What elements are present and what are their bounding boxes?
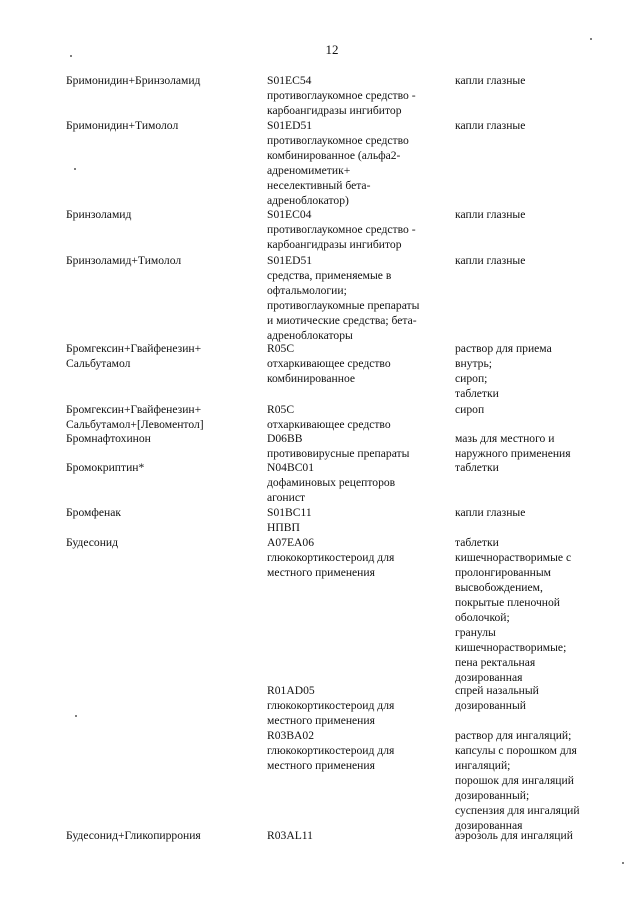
atc-code-line: противоглаукомное средство: [267, 134, 409, 147]
atc-code-line: глюкокортикостероид для: [267, 744, 395, 757]
drug-name: Бромгексин+Гвайфенезин+: [66, 342, 202, 355]
drug-name: Будесонид+Гликопиррония: [66, 829, 201, 842]
drug-name: Бромокриптин*: [66, 461, 145, 474]
dosage-form-line: раствор для приема: [455, 342, 552, 355]
dosage-form-line: оболочкой;: [455, 611, 510, 624]
drug-name: Бримонидин+Тимолол: [66, 119, 179, 132]
scan-speck: [74, 168, 76, 170]
atc-code-line: D06BB: [267, 432, 303, 445]
scan-speck: [590, 38, 592, 40]
atc-code-line: средства, применяемые в: [267, 269, 392, 282]
atc-code-line: комбинированное: [267, 372, 356, 385]
dosage-form-line: сироп;: [455, 372, 488, 385]
dosage-form-line: сироп: [455, 403, 485, 416]
atc-code-line: местного применения: [267, 566, 375, 579]
atc-code-line: S01EC54: [267, 74, 312, 87]
atc-code-line: глюкокортикостероид для: [267, 699, 395, 712]
atc-code-line: отхаркивающее средство: [267, 357, 391, 370]
atc-code-line: и миотические средства; бета-: [267, 314, 417, 327]
drug-name: Бромнафтохинон: [66, 432, 151, 445]
dosage-form-line: внутрь;: [455, 357, 492, 370]
dosage-form-line: суспензия для ингаляций: [455, 804, 580, 817]
atc-code-line: противоглаукомное средство -: [267, 89, 416, 102]
atc-code-line: противоглаукомные препараты: [267, 299, 420, 312]
atc-code-line: адреноблокаторы: [267, 329, 353, 342]
dosage-form-line: капли глазные: [455, 208, 526, 221]
atc-code-line: S01ED51: [267, 119, 313, 132]
atc-code-line: карбоангидразы ингибитор: [267, 104, 402, 117]
atc-code-line: дофаминовых рецепторов: [267, 476, 396, 489]
atc-code-line: адреноблокатор): [267, 194, 349, 207]
atc-code-line: противоглаукомное средство -: [267, 223, 416, 236]
dosage-form-line: капли глазные: [455, 254, 526, 267]
dosage-form-line: мазь для местного и: [455, 432, 555, 445]
atc-code-line: комбинированное (альфа2-: [267, 149, 401, 162]
atc-code-line: S01BC11: [267, 506, 312, 519]
dosage-form-line: гранулы: [455, 626, 496, 639]
atc-code-line: глюкокортикостероид для: [267, 551, 395, 564]
scan-speck: [622, 862, 624, 864]
atc-code-line: S01ED51: [267, 254, 313, 267]
scan-speck: [75, 715, 77, 717]
atc-code-line: карбоангидразы ингибитор: [267, 238, 402, 251]
dosage-form-line: капли глазные: [455, 506, 526, 519]
atc-code-line: R03AL11: [267, 829, 313, 842]
dosage-form-line: кишечнорастворимые;: [455, 641, 567, 654]
dosage-form-line: пролонгированным: [455, 566, 551, 579]
dosage-form-line: аэрозоль для ингаляций: [455, 829, 573, 842]
dosage-form-line: наружного применения: [455, 447, 571, 460]
dosage-form-line: спрей назальный: [455, 684, 539, 697]
dosage-form-line: таблетки: [455, 461, 499, 474]
drug-name: Сальбутамол+[Левоментол]: [66, 418, 204, 431]
dosage-form-line: раствор для ингаляций;: [455, 729, 572, 742]
dosage-form-line: таблетки: [455, 536, 499, 549]
atc-code-line: R01AD05: [267, 684, 315, 697]
drug-name: Бромфенак: [66, 506, 122, 519]
atc-code-line: N04BC01: [267, 461, 315, 474]
dosage-form-line: капли глазные: [455, 119, 526, 132]
drug-name: Бримонидин+Бринзоламид: [66, 74, 201, 87]
atc-code-line: R03BA02: [267, 729, 315, 742]
atc-code-line: отхаркивающее средство: [267, 418, 391, 431]
dosage-form-line: дозированная: [455, 819, 523, 832]
dosage-form-line: порошок для ингаляций: [455, 774, 574, 787]
drug-name: Бринзоламид: [66, 208, 132, 221]
drug-name: Сальбутамол: [66, 357, 131, 370]
atc-code-line: агонист: [267, 491, 306, 504]
atc-code-line: НПВП: [267, 521, 300, 534]
atc-code-line: R05C: [267, 342, 295, 355]
dosage-form-line: ингаляций;: [455, 759, 511, 772]
dosage-form-line: пена ректальная: [455, 656, 536, 669]
drug-name: Бринзоламид+Тимолол: [66, 254, 182, 267]
atc-code-line: местного применения: [267, 759, 375, 772]
dosage-form-line: капсулы с порошком для: [455, 744, 577, 757]
drug-name: Бромгексин+Гвайфенезин+: [66, 403, 202, 416]
atc-code-line: противовирусные препараты: [267, 447, 410, 460]
drug-name: Будесонид: [66, 536, 119, 549]
dosage-form-line: дозированный;: [455, 789, 530, 802]
scan-speck: [70, 55, 72, 57]
dosage-form-line: таблетки: [455, 387, 499, 400]
atc-code-line: R05C: [267, 403, 295, 416]
dosage-form-line: капли глазные: [455, 74, 526, 87]
dosage-form-line: покрытые пленочной: [455, 596, 560, 609]
dosage-form-line: дозированная: [455, 671, 523, 684]
dosage-form-line: кишечнорастворимые с: [455, 551, 572, 564]
atc-code-line: A07EA06: [267, 536, 315, 549]
dosage-form-line: высвобождением,: [455, 581, 543, 594]
atc-code-line: S01EC04: [267, 208, 312, 221]
dosage-form-line: дозированный: [455, 699, 526, 712]
atc-code-line: офтальмологии;: [267, 284, 347, 297]
atc-code-line: адреномиметик+: [267, 164, 351, 177]
atc-code-line: местного применения: [267, 714, 375, 727]
atc-code-line: неселективный бета-: [267, 179, 371, 192]
page-number: 12: [325, 42, 339, 57]
